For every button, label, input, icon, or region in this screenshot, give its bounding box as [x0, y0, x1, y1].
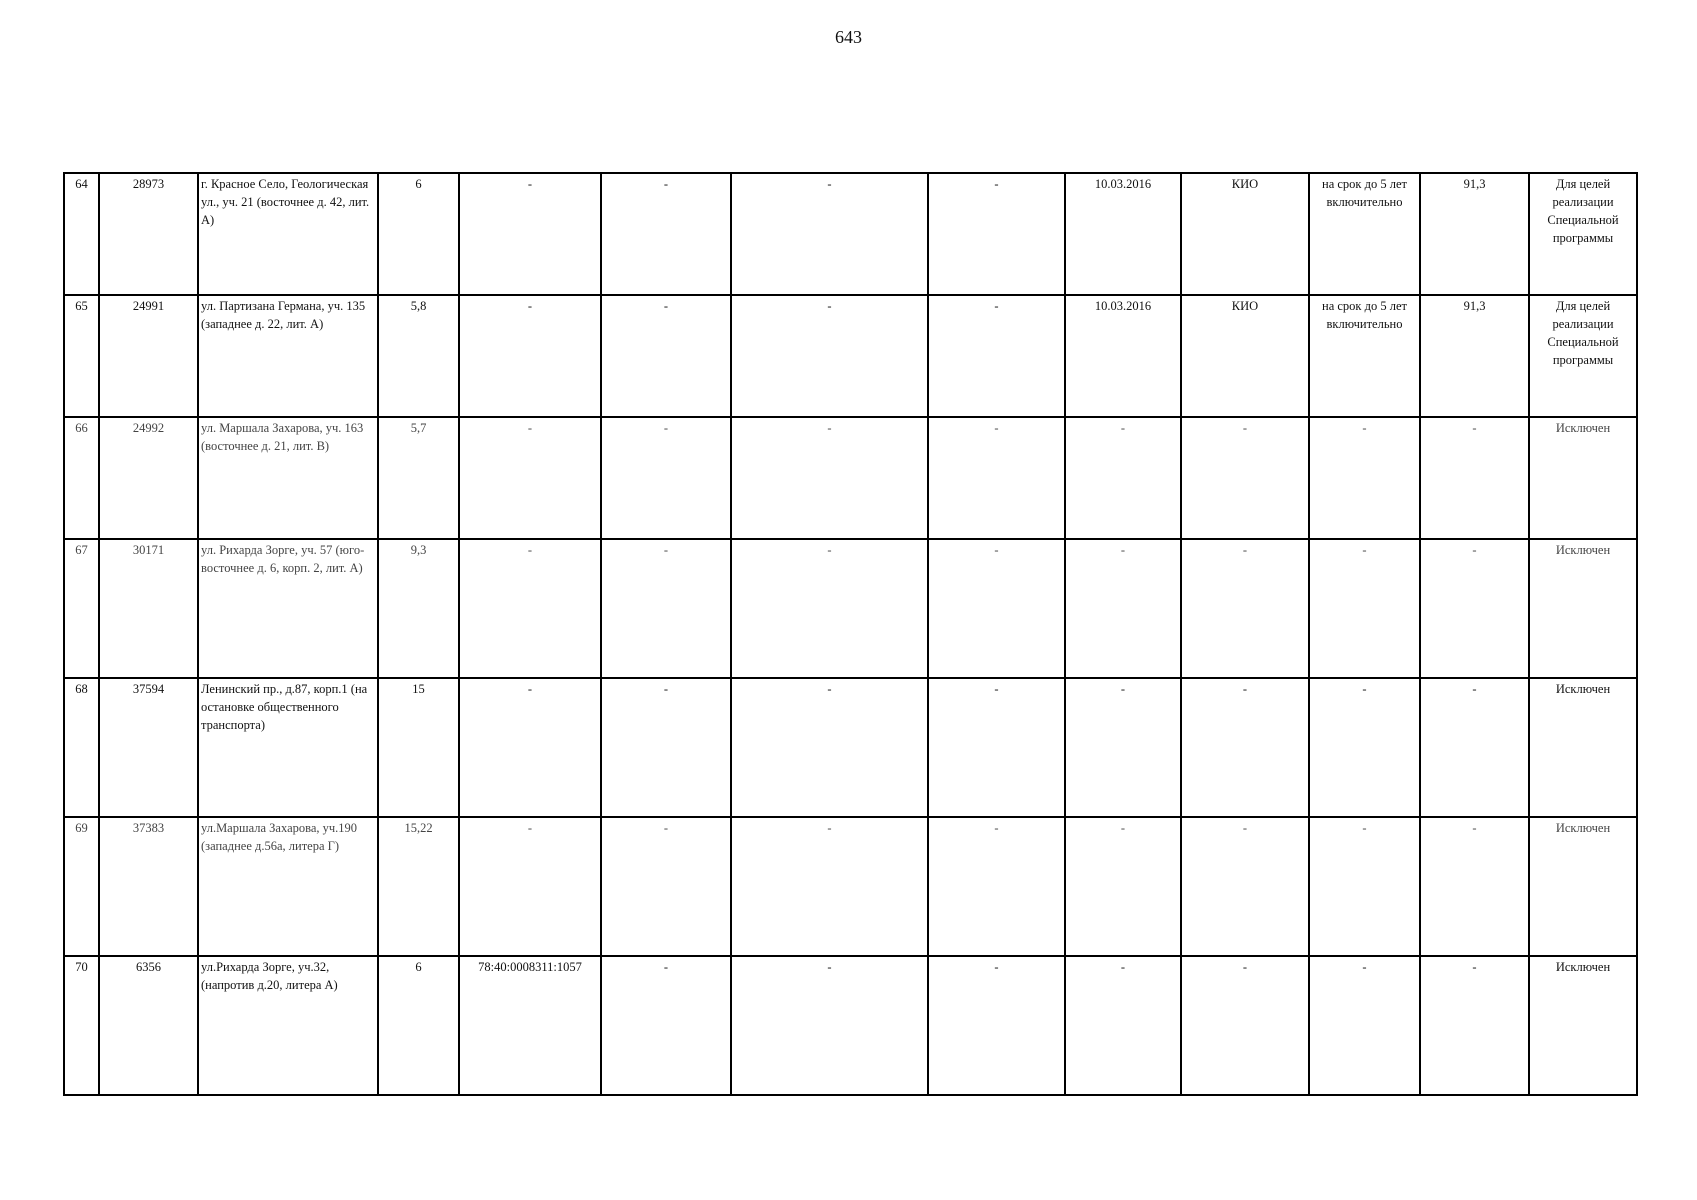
address-cell: г. Красное Село, Геологическая ул., уч. 21 (восточнее д. 42, лит. А) — [198, 173, 378, 295]
object-id-cell: 6356 — [99, 956, 198, 1095]
rate-cell: - — [1420, 817, 1529, 956]
cadastral-number-cell: 78:40:0008311:1057 — [459, 956, 601, 1095]
cadastral-number-cell: - — [459, 817, 601, 956]
purpose-cell: Исключен — [1529, 417, 1637, 539]
object-id-cell: 24992 — [99, 417, 198, 539]
date-cell: 10.03.2016 — [1065, 295, 1181, 417]
address-cell: ул. Рихарда Зорге, уч. 57 (юго-восточнее д. 6, корп. 2, лит. А) — [198, 539, 378, 678]
column-7-cell: - — [731, 295, 928, 417]
column-8-cell: - — [928, 956, 1065, 1095]
column-7-cell: - — [731, 678, 928, 817]
row-number-cell: 65 — [64, 295, 99, 417]
area-cell: 9,3 — [378, 539, 459, 678]
purpose-cell: Исключен — [1529, 956, 1637, 1095]
rate-cell: - — [1420, 956, 1529, 1095]
organization-cell: - — [1181, 417, 1309, 539]
cadastral-number-cell: - — [459, 678, 601, 817]
organization-cell: - — [1181, 817, 1309, 956]
row-number-cell: 70 — [64, 956, 99, 1095]
area-cell: 5,8 — [378, 295, 459, 417]
date-cell: - — [1065, 678, 1181, 817]
column-6-cell: - — [601, 173, 731, 295]
column-8-cell: - — [928, 417, 1065, 539]
term-cell: - — [1309, 417, 1420, 539]
column-7-cell: - — [731, 417, 928, 539]
term-cell: - — [1309, 956, 1420, 1095]
address-cell: ул.Рихарда Зорге, уч.32, (напротив д.20, литера А) — [198, 956, 378, 1095]
table-row — [64, 173, 1637, 295]
object-id-cell: 37383 — [99, 817, 198, 956]
date-cell: - — [1065, 817, 1181, 956]
area-cell: 6 — [378, 956, 459, 1095]
column-6-cell: - — [601, 956, 731, 1095]
rate-cell: - — [1420, 539, 1529, 678]
cadastral-number-cell: - — [459, 539, 601, 678]
column-8-cell: - — [928, 678, 1065, 817]
row-number-cell: 64 — [64, 173, 99, 295]
purpose-cell: Исключен — [1529, 817, 1637, 956]
date-cell: - — [1065, 956, 1181, 1095]
table-row — [64, 417, 1637, 539]
area-cell: 5,7 — [378, 417, 459, 539]
organization-cell: - — [1181, 956, 1309, 1095]
rate-cell: 91,3 — [1420, 295, 1529, 417]
column-6-cell: - — [601, 295, 731, 417]
purpose-cell: Исключен — [1529, 539, 1637, 678]
rate-cell: - — [1420, 678, 1529, 817]
organization-cell: - — [1181, 678, 1309, 817]
cadastral-number-cell: - — [459, 295, 601, 417]
date-cell: - — [1065, 539, 1181, 678]
table-row — [64, 678, 1637, 817]
purpose-cell: Исключен — [1529, 678, 1637, 817]
term-cell: на срок до 5 лет включительно — [1309, 173, 1420, 295]
address-cell: ул. Партизана Германа, уч. 135 (западнее д. 22, лит. А) — [198, 295, 378, 417]
address-cell: ул.Маршала Захарова, уч.190 (западнее д.56а, литера Г) — [198, 817, 378, 956]
object-id-cell: 30171 — [99, 539, 198, 678]
term-cell: - — [1309, 817, 1420, 956]
term-cell: - — [1309, 678, 1420, 817]
object-id-cell: 24991 — [99, 295, 198, 417]
purpose-cell: Для целей реализации Специальной программы — [1529, 295, 1637, 417]
area-cell: 15,22 — [378, 817, 459, 956]
column-6-cell: - — [601, 539, 731, 678]
rate-cell: - — [1420, 417, 1529, 539]
column-6-cell: - — [601, 678, 731, 817]
term-cell: - — [1309, 539, 1420, 678]
column-7-cell: - — [731, 956, 928, 1095]
cadastral-number-cell: - — [459, 417, 601, 539]
term-cell: на срок до 5 лет включительно — [1309, 295, 1420, 417]
organization-cell: - — [1181, 539, 1309, 678]
rate-cell: 91,3 — [1420, 173, 1529, 295]
column-6-cell: - — [601, 817, 731, 956]
registry-table — [63, 172, 1638, 1096]
date-cell: - — [1065, 417, 1181, 539]
column-7-cell: - — [731, 539, 928, 678]
row-number-cell: 66 — [64, 417, 99, 539]
purpose-cell: Для целей реализации Специальной программы — [1529, 173, 1637, 295]
table-row — [64, 817, 1637, 956]
table-row — [64, 956, 1637, 1095]
cadastral-number-cell: - — [459, 173, 601, 295]
address-cell: Ленинский пр., д.87, корп.1 (на остановке общественного транспорта) — [198, 678, 378, 817]
object-id-cell: 28973 — [99, 173, 198, 295]
organization-cell: КИО — [1181, 173, 1309, 295]
table-row — [64, 539, 1637, 678]
row-number-cell: 69 — [64, 817, 99, 956]
column-6-cell: - — [601, 417, 731, 539]
address-cell: ул. Маршала Захарова, уч. 163 (восточнее д. 21, лит. В) — [198, 417, 378, 539]
page-number: 643 — [835, 27, 862, 47]
area-cell: 6 — [378, 173, 459, 295]
row-number-cell: 68 — [64, 678, 99, 817]
organization-cell: КИО — [1181, 295, 1309, 417]
table-row — [64, 295, 1637, 417]
column-8-cell: - — [928, 539, 1065, 678]
row-number-cell: 67 — [64, 539, 99, 678]
column-8-cell: - — [928, 295, 1065, 417]
column-8-cell: - — [928, 817, 1065, 956]
object-id-cell: 37594 — [99, 678, 198, 817]
column-7-cell: - — [731, 817, 928, 956]
date-cell: 10.03.2016 — [1065, 173, 1181, 295]
column-8-cell: - — [928, 173, 1065, 295]
column-7-cell: - — [731, 173, 928, 295]
area-cell: 15 — [378, 678, 459, 817]
